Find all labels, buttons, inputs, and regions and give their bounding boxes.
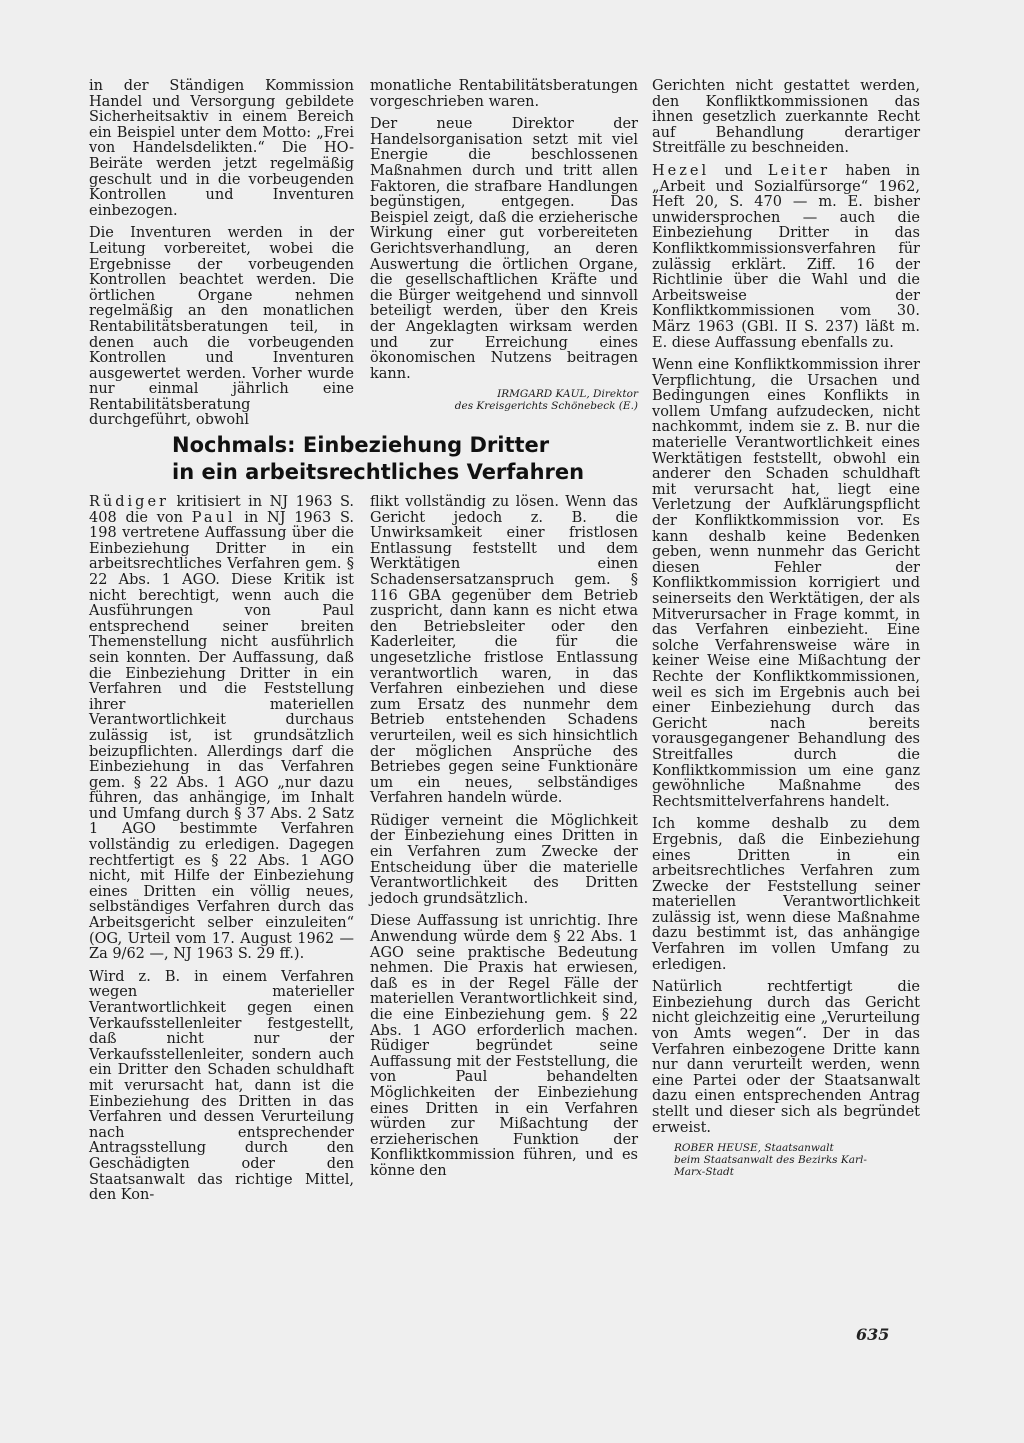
top-col1-paragraph-1: in der Ständigen Kommission Handel und Versorgung gebildete Sicherheitsaktiv in einem Bereich ein Beispiel unter dem Motto: „Frei von Handelsdelikten.“ Die HO-Beiräte werden jetzt regelmäßig geschult und in die vorbeugenden Kontrollen und Inventuren einbezogen. xyxy=(89,78,354,219)
author-leiter: Leiter xyxy=(767,162,831,179)
signature-kaul-line-1: IRMGARD KAUL, Direktor xyxy=(497,388,638,401)
signature-kaul-line-2: des Kreisgerichts Schönebeck (E.) xyxy=(454,400,638,413)
page-number: 635 xyxy=(856,1325,890,1344)
headline-line-1: Nochmals: Einbeziehung Dritter xyxy=(172,433,550,457)
author-paul: Paul xyxy=(191,509,236,526)
author-ruediger: Rüdiger xyxy=(89,494,169,510)
article-col2-paragraph-1: flikt vollständig zu lösen. Wenn das Gericht jedoch z. B. die Unwirksamkeit einer fristlosen Entlassung feststellt und dem Werktätigen einen Schadensersatzanspruch gem. § 116 GBA gegenüber dem Betrieb zuspricht, dann kann es nicht etwa den Betriebsleiter oder den Kaderleiter, die für die ungesetzliche fristlose Entlassung verantwortlich waren, in das Verfahren einbeziehen und diese zum Ersatz des nunmehr dem Betrieb entstehenden Schadens verurteilen, weil es sich hinsichtlich der möglichen Ansprüche des Betriebes gegen seine Funktionäre um ein neues, selbständiges Verfahren handeln würde. xyxy=(370,494,638,807)
headline-line-2: in ein arbeitsrechtliches Verfahren xyxy=(172,460,585,484)
top-column-1 xyxy=(89,79,354,429)
article-col1-text-a: kritisiert in NJ 1963 S. 408 die von xyxy=(89,494,354,526)
article-col3-paragraph-5: Natürlich rechtfertigt die Einbeziehung durch das Gericht nicht gleichzeitig eine „Verurteilung von Amts wegen“. Der in das Verfahren einbezogene Dritte kann nur dann verurteilt werden, wenn eine Partei oder der Staatsanwalt dazu einen entsprechenden Antrag stellt und dieser sich als begründet erweist. xyxy=(652,979,920,1136)
top-col1-paragraph-2: Die Inventuren werden in der Leitung vorbereitet, wobei die Ergebnisse der vorbeugenden Kontrollen beachtet werden. Die örtlichen Organe nehmen regelmäßig an den monatlichen Rentabilitätsberatungen teil, in denen auch die vorbeugenden Kontrollen und Inventuren ausgewertet werden. Vorher wurde nur einmal jährlich eine Rentabilitätsberatung durchgeführt, obwohl xyxy=(89,225,354,429)
article-col1-paragraph-2: Wird z. B. in einem Verfahren wegen materieller Verantwortlichkeit gegen einen Verkaufsstellenleiter festgestellt, daß nicht nur der Verkaufsstellenleiter, sondern auch ein Dritter den Schaden schuldhaft mit verursacht hat, dann ist die Einbeziehung des Dritten in das Verfahren und dessen Verurteilung nach entsprechender Antragsstellung durch den Geschädigten oder den Staatsanwalt das richtige Mittel, den Kon- xyxy=(89,968,354,1204)
signature-kaul xyxy=(370,388,638,412)
signature-heuse-line-1: ROBER HEUSE, Staatsanwalt xyxy=(674,1142,834,1155)
article-col3-text-mid: und xyxy=(709,162,768,179)
article-column-2 xyxy=(370,495,638,1180)
signature-heuse-line-2: beim Staatsanwalt des Bezirks Karl- xyxy=(674,1154,867,1167)
article-col3-text-b: haben in „Arbeit und Sozialfürsorge“ 1962, Heft 20, S. 470 — m. E. bisher unwidersprochen — auch die Einbeziehung Dritter in das Konfliktkommissionsverfahren für zulässig erklärt. Ziff. 16 der Richtlinie über die Wahl und die Arbeitsweise der Konfliktkommissionen vom 30. März 1963 (GBl. II S. 237) läßt m. E. diese Auffassung ebenfalls zu. xyxy=(652,162,920,351)
article-column-3 xyxy=(652,79,920,1178)
article-col1-text-b: in NJ 1963 S. 198 vertretene Auffassung über die Einbeziehung Dritter in ein arbeitsrechtliches Verfahren gem. § 22 Abs. 1 AGO. Diese Kritik ist nicht berechtigt, wenn auch die Ausführungen von Paul entsprechend seiner breiten Themenstellung nicht ausführlich sein konnten. Der Auffassung, daß die Einbeziehung Dritter in ein Verfahren und die Feststellung ihrer materiellen Verantwortlichkeit durchaus zulässig ist, ist grundsätzlich beizupflichten. Allerdings darf die Einbeziehung in das Verfahren gem. § 22 Abs. 1 AGO „nur dazu führen, das anhängige, im Inhalt und Umfang durch § 37 Abs. 2 Satz 1 AGO bestimmte Verfahren vollständig zu erledigen. Dagegen rechtfertigt es § 22 Abs. 1 AGO nicht, mit Hilfe der Einbeziehung eines Dritten ein völlig neues, selbständiges Verfahren durch das Arbeitsgericht selber einzuleiten“ (OG, Urteil vom 17. August 1962 — Za 9/62 —, NJ 1963 S. 29 ff.). xyxy=(89,509,355,963)
signature-heuse-line-3: Marx-Stadt xyxy=(674,1166,734,1179)
signature-heuse xyxy=(652,1142,920,1178)
article-col1-paragraph-1 xyxy=(89,495,354,963)
article-col3-paragraph-3: Wenn eine Konfliktkommission ihrer Verpflichtung, die Ursachen und Bedingungen eines Konflikts in vollem Umfang aufzudecken, nicht nachkommt, indem sie z. B. nur die materielle Verantwortlichkeit eines Werktätigen feststellt, obwohl ein anderer den Schaden schuldhaft mit verursacht hat, liegt eine Verletzung der Aufklärungspflicht der Konfliktkommission vor. Es kann deshalb keine Bedenken geben, wenn nunmehr das Gericht diesen Fehler der Konfliktkommission korrigiert und seinerseits den Werktätigen, der als Mitverursacher in Frage kommt, in das Verfahren einbezieht. Eine solche Verfahrensweise wäre in keiner Weise eine Mißachtung der Rechte der Konfliktkommissionen, weil es sich im Ergebnis auch bei einer Einbeziehung durch das Gericht nach bereits vorausgegangener Behandlung des Streitfalles durch die Konfliktkommission um eine ganz gewöhnliche Maßnahme des Rechtsmittelverfahrens handelt. xyxy=(652,357,920,810)
article-col3-paragraph-1: Gerichten nicht gestattet werden, den Konfliktkommissionen das ihnen gesetzlich zuerkannte Recht auf Behandlung derartiger Streitfälle zu beschneiden. xyxy=(652,78,920,157)
top-col2-paragraph-1: monatliche Rentabilitätsberatungen vorgeschrieben waren. xyxy=(370,78,638,110)
top-column-2 xyxy=(370,79,638,412)
article-col3-paragraph-4: Ich komme deshalb zu dem Ergebnis, daß die Einbeziehung eines Dritten in ein arbeitsrechtliches Verfahren zum Zwecke der Feststellung seiner materiellen Verantwortlichkeit zulässig ist, wenn diese Maßnahme dazu bestimmt ist, das anhängige Verfahren im vollen Umfang zu erledigen. xyxy=(652,816,920,973)
article-col2-paragraph-2: Rüdiger verneint die Möglichkeit der Einbeziehung eines Dritten in ein Verfahren zum Zwecke der Entscheidung über die materielle Verantwortlichkeit des Dritten jedoch grundsätzlich. xyxy=(370,812,638,907)
article-col2-paragraph-3: Diese Auffassung ist unrichtig. Ihre Anwendung würde dem § 22 Abs. 1 AGO seine praktische Bedeutung nehmen. Die Praxis hat erwiesen, daß es in der Regel Fälle der materiellen Verantwortlichkeit sind, die eine Einbeziehung gem. § 22 Abs. 1 AGO erforderlich machen. Rüdiger begründet seine Auffassung mit der Feststellung, die von Paul behandelten Möglichkeiten der Einbeziehung eines Dritten in ein Verfahren würden zur Mißachtung der erzieherischen Funktion der Konfliktkommission führen, und es könne den xyxy=(370,913,638,1179)
top-col2-paragraph-2: Der neue Direktor der Handelsorganisation setzt mit viel Energie die beschlossenen Maßnahmen durch und tritt allen Faktoren, die strafbare Handlungen begünstigen, entgegen. Das Beispiel zeigt, daß die erzieherische Wirkung einer gut vorbereiteten Gerichtsverhandlung, an deren Auswertung die örtlichen Organe, die gesellschaftlichen Kräfte und die Bürger weitgehend und sinnvoll beteiligt werden, über den Kreis der Angeklagten wirksam werden und zur Erreichung eines ökonomischen Nutzens beitragen kann. xyxy=(370,116,638,382)
author-hezel: Hezel xyxy=(652,162,710,179)
article-column-1 xyxy=(89,495,354,1204)
article-col3-paragraph-2 xyxy=(652,164,920,351)
article-headline xyxy=(172,432,642,486)
